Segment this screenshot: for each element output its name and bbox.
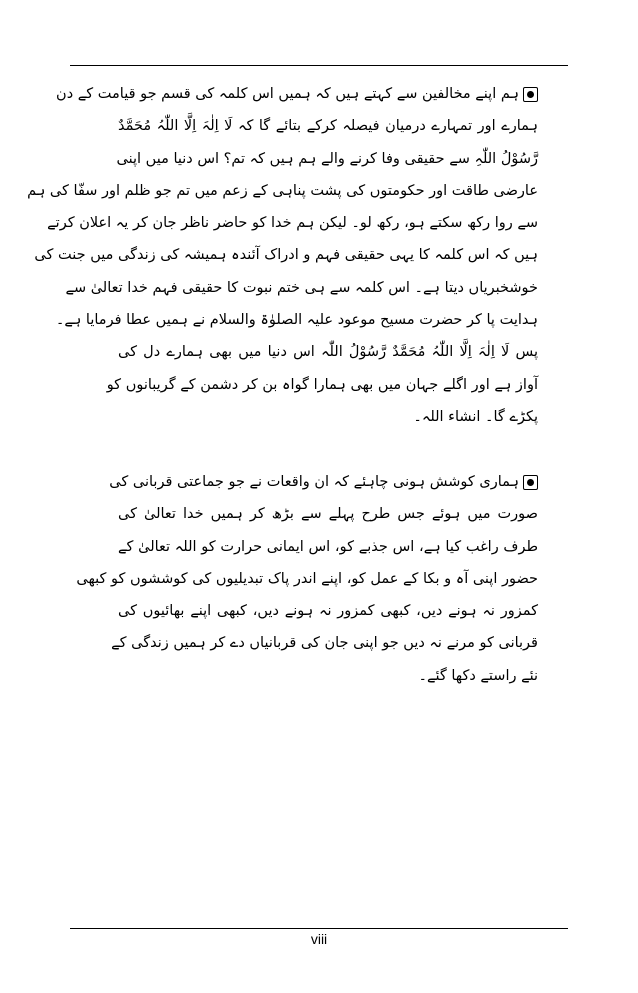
paragraph-2 xyxy=(76,466,538,692)
text-line: عارضی طاقت اور حکومتوں کی پشت پناہی کے زعم میں تم جو ظلم اور سفّا کی ہم xyxy=(27,182,538,199)
flower-bullet-icon xyxy=(523,87,538,102)
top-rule xyxy=(70,65,568,66)
page-number: viii xyxy=(310,931,328,947)
paragraph-1 xyxy=(27,78,538,433)
text-line: قربانی کو مرنے نہ دیں جو اپنی جان کی قربانیاں دے کر ہمیں زندگی کے xyxy=(111,635,538,652)
text-line: ہیں کہ اس کلمہ کا یہی حقیقی فہم و ادراک آئندہ ہمیشہ کی زندگی میں جنت کی xyxy=(34,247,538,264)
text-line: ہم اپنے مخالفین سے کہتے ہیں کہ ہمیں اس کلمہ کی قسم جو قیامت کے دن xyxy=(118,78,538,110)
text-line: نئے راستے دکھا گئے۔ xyxy=(418,667,538,684)
text-line: ہدایت پا کر حضرت مسیح موعود علیہ الصلوٰۃ والسلام نے ہمیں عطا فرمایا ہے۔ xyxy=(55,312,538,329)
flower-bullet-icon xyxy=(523,475,538,490)
text-line: سے روا رکھ سکتے ہو، رکھ لو۔ لیکن ہم خدا کو حاضر ناظر جان کر یہ اعلان کرتے xyxy=(47,215,538,232)
text-line: پس لَا اِلٰہَ اِلَّا اللّٰہُ مُحَمَّدٌ رَّسُوْلُ اللّٰہ اس دنیا میں بھی ہمارے دل کی xyxy=(118,344,538,361)
text-line: پکڑے گا۔ انشاء اللہ۔ xyxy=(413,408,538,425)
text-line: ہمارے اور تمہارے درمیان فیصلہ کرکے بتائے گا کہ لَا اِلٰہَ اِلَّا اللّٰہُ مُحَمَّدٌ xyxy=(118,118,538,135)
text-line: ہماری کوشش ہونی چاہئے کہ ان واقعات نے جو جماعتی قربانی کی xyxy=(118,466,538,498)
text-line: کمزور نہ ہونے دیں، کبھی کمزور نہ ہونے دیں، کبھی اپنے بھائیوں کی xyxy=(118,603,538,620)
text-line: صورت میں ہوئے جس طرح پہلے سے بڑھ کر ہمیں خدا تعالیٰ کی xyxy=(118,506,538,523)
text-line: رَّسُوْلُ اللّٰہِ سے حقیقی وفا کرنے والے ہم ہیں کہ تم؟ اس دنیا میں اپنی xyxy=(116,150,538,167)
text-line: طرف راغب کیا ہے، اس جذبے کو، اس ایمانی حرارت کو اللہ تعالیٰ کے xyxy=(118,538,538,555)
text-line: خوشخبریاں دیتا ہے۔ اس کلمہ سے ہی ختم نبوت کا حقیقی فہم خدا تعالیٰ سے xyxy=(65,279,538,296)
bottom-rule xyxy=(70,928,568,929)
text-line: آواز ہے اور اگلے جہان میں بھی ہمارا گواہ بن کر دشمن کے گریبانوں کو xyxy=(106,376,538,393)
text-line: حضور اپنی آہ و بکا کے عمل کو، اپنے اندر پاک تبدیلیوں کی کوششوں کو کبھی xyxy=(76,570,538,587)
